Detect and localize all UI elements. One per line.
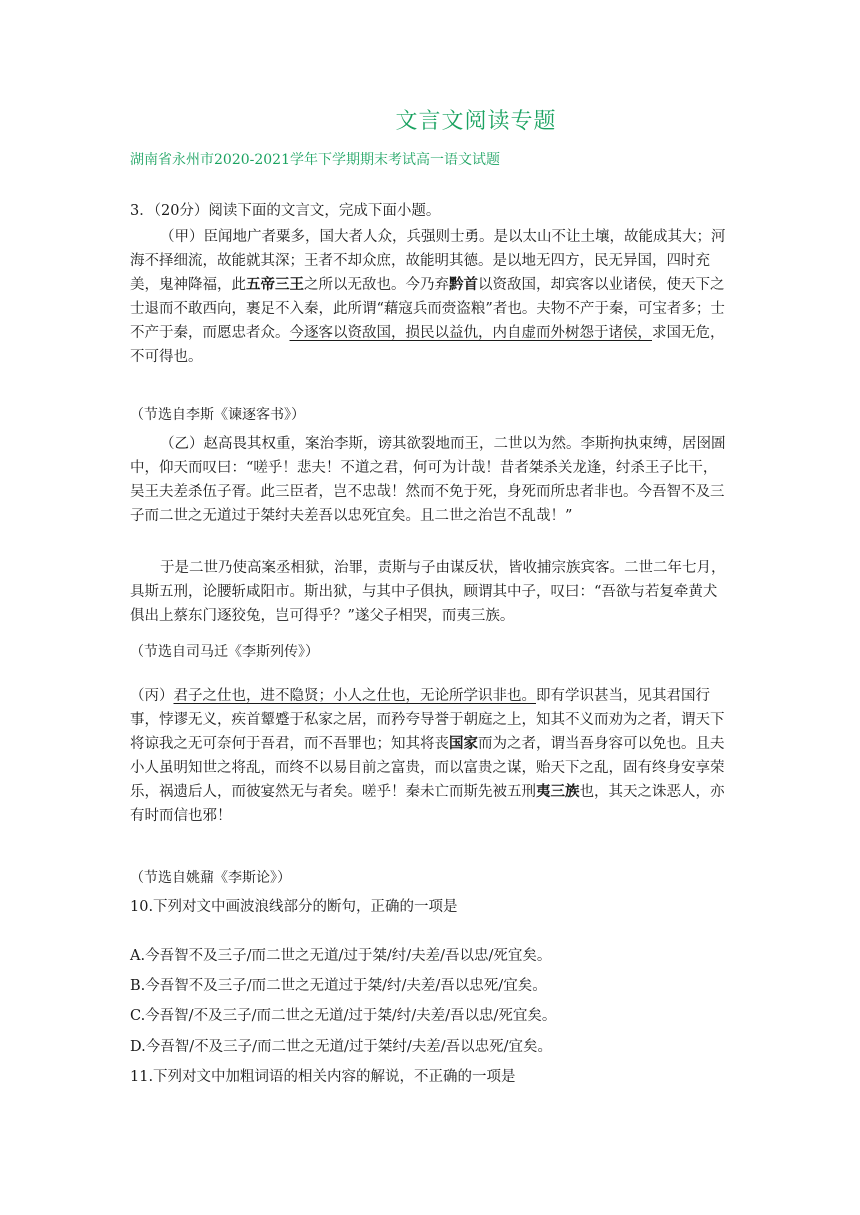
- option-b: B.今吾智不及三子/而二世之无道过于桀/纣/夫差/吾以忠死/宜矣。: [130, 978, 547, 994]
- bold-term-wudi-sanwang: 五帝三王: [246, 276, 304, 293]
- document-title: 文言文阅读专题: [395, 109, 557, 134]
- source-note-jia: （节选自李斯《谏逐客书》）: [130, 407, 305, 423]
- source-note-yi: （节选自司马迁《李斯列传》）: [130, 644, 319, 660]
- underlined-sentence-bing: 君子之仕也，进不隐贤；小人之仕也，无论所学识非也。: [173, 688, 536, 704]
- question-intro: 3．（20分）阅读下面的文言文，完成下面小题。: [130, 203, 441, 219]
- bold-term-qianshou: 黔首: [449, 276, 478, 293]
- option-c: C.今吾智/不及三子/而二世之无道/过于桀/纣/夫差/吾以忠/死宜矣。: [130, 1008, 557, 1024]
- passage-jia: （甲）臣闻地广者粟多，国大者人众，兵强则士勇。是以太山不让土壤，故能成其大；河海不择细流，故能就其深；王者不却众庶，故能明其德。是以地无四方，民无异国，四时充美，鬼神降福，此五帝三王之所以无敌也。今乃弃黔首以资敌国，却宾客以业诸侯，使天下之士退而不敢西向，裹足不入秦，此所谓“藉寇兵而赍盗粮”者也。夫物不产于秦，可宝者多；士不产于秦，而愿忠者众。今逐客以资敌国，损民以益仇，内自虚而外树怨于诸侯，求国无危，不可得也。: [130, 229, 726, 365]
- option-d: D.今吾智/不及三子/而二世之无道/过于桀纣/夫差/吾以忠死/宜矣。: [130, 1039, 553, 1055]
- document-subtitle: 湖南省永州市2020-2021学年下学期期末考试高一语文试题: [130, 152, 500, 168]
- bold-term-yi-sanzu: 夷三族: [536, 783, 580, 800]
- option-a: A.今吾智不及三子/而二世之无道/过于桀/纣/夫差/吾以忠/死宜矣。: [130, 948, 552, 964]
- passage-bing: （丙）君子之仕也，进不隐贤；小人之仕也，无论所学识非也。即有学识甚当，见其君国行事，悖谬无义，疾首颦蹙于私家之居，而矜夸导誉于朝庭之上，知其不义而劝为之者，谓天下将谅我之无可奈何于吾君，而不吾罪也；知其将丧国家而为之者，谓当吾身容可以免也。且夫小人虽明知世之将乱，而终不以易目前之富贵，而以富贵之谋，贻天下之乱，固有终身安享荣乐，祸遗后人，而彼宴然无与者矣。嗟乎！秦未亡而斯先被五刑夷三族也，其天之诛恶人，亦有时而信也邪！: [130, 688, 725, 824]
- passage-yi-para1: （乙）赵高畏其权重，案治李斯，谤其欲裂地而王，二世以为然。李斯拘执束缚，居囹圄中，仰天而叹曰：“嗟乎！悲夫！不道之君，何可为计哉！昔者桀杀关龙逢，纣杀王子比干，吴王夫差杀伍子胥。此三臣者，岂不忠哉！然而不免于死，身死而所忠者非也。今吾智不及三子而二世之无道过于桀纣夫差吾以忠死宜矣。且二世之治岂不乱哉！”: [130, 436, 726, 524]
- source-note-bing: （节选自姚鼐《李斯论》）: [130, 870, 291, 886]
- underlined-sentence-jia: 今逐客以资敌国，损民以益仇，内自虚而外树怨于诸侯，: [289, 325, 652, 341]
- passage-yi-para2: 于是二世乃使高案丞相狱，治罪，责斯与子由谋反状，皆收捕宗族宾客。二世二年七月，具斯五刑，论腰斩咸阳市。斯出狱，与其中子俱执，顾谓其中子，叹曰：“吾欲与若复牵黄犬俱出上蔡东门逐狡兔，岂可得乎？”遂父子相哭，而夷三族。: [130, 560, 726, 624]
- question-11: 11.下列对文中加粗词语的相关内容的解说，不正确的一项是: [130, 1069, 516, 1085]
- question-10: 10.下列对文中画波浪线部分的断句，正确的一项是: [130, 899, 458, 915]
- bold-term-guojia: 国家: [449, 735, 478, 752]
